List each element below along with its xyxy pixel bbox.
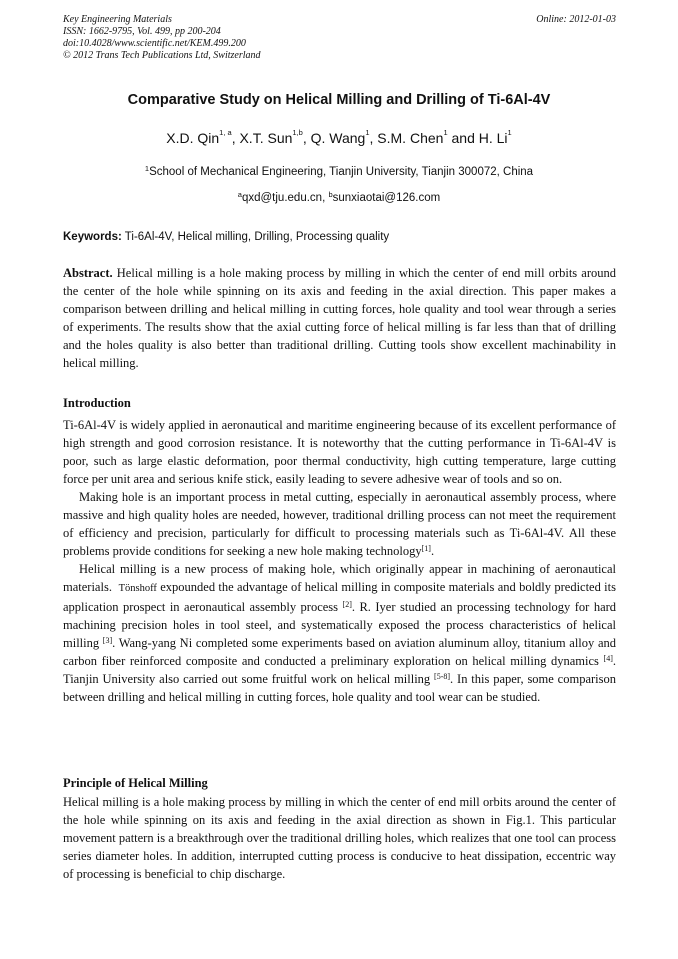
abstract	[63, 264, 616, 372]
intro-paragraph-1: Ti-6Al-4V is widely applied in aeronautical and maritime engineering because of its excellent performance of high strength and good corrosion resistance. It is noteworthy that the cutting performance in Ti-6Al-4V is poor, such as large elastic deformation, poor thermal conductivity, high cutting temperature, large cutting force per unit area and serious knife stick, easily leading to severe adhesive wear of tools and so on.	[63, 418, 616, 486]
issn-line: ISSN: 1662-9795, Vol. 499, pp 200-204	[63, 26, 221, 37]
citation-ref: [4]	[603, 654, 613, 663]
online-date: Online: 2012-01-03	[536, 14, 616, 25]
author-name: S.M. Chen	[377, 130, 444, 146]
intro-p3-b: expounded the advantage of helical milling in composite materials and boldly predicted its application prospect in aeronautical assembly process	[63, 580, 616, 614]
author-separator: ,	[231, 130, 240, 146]
email-b-sup: b	[328, 190, 333, 199]
email-a-sup: a	[237, 190, 242, 199]
email-separator: ,	[322, 192, 329, 204]
intro-p3-e: . Tianjin University also carried out some fruitful work on helical milling	[63, 654, 616, 686]
intro-section	[63, 416, 616, 706]
intro-p3-a: Helical milling is a new process of making hole, which originally appear in machining of aeronautical materials.	[63, 562, 616, 594]
author-separator: ,	[302, 130, 311, 146]
author-affil-sup: 1	[365, 128, 370, 137]
copyright-line: © 2012 Trans Tech Publications Ltd, Switzerland	[63, 50, 261, 61]
author-name: X.T. Sun	[239, 130, 293, 146]
affiliation-sup: 1	[144, 164, 150, 173]
author-separator: and	[447, 130, 479, 146]
author-separator: ,	[369, 130, 378, 146]
principle-heading: Principle of Helical Milling	[63, 776, 208, 790]
intro-paragraph-3	[63, 560, 616, 706]
citation-ref: [5-8]	[434, 672, 451, 681]
author-affil-sup: 1	[443, 128, 448, 137]
citation-ref: [3]	[102, 636, 113, 645]
email-a-link[interactable]: qxd@tju.edu.cn	[241, 192, 323, 204]
email-b-link[interactable]: sunxiaotai@126.com	[332, 192, 441, 204]
paper-title: Comparative Study on Helical Milling and Drilling of Ti-6Al-4V	[127, 92, 551, 108]
principle-section	[63, 793, 616, 883]
intro-p3-name: Tönshoff	[118, 583, 157, 594]
keywords-label: Keywords:	[63, 231, 122, 243]
author-affil-sup: 1	[507, 128, 512, 137]
author-affil-sup: 1,b	[292, 128, 303, 137]
intro-p3-d: . Wang-yang Ni completed some experiments based on aviation aluminum alloy, titanium alloy and carbon fiber reinforced composite and conducted a preliminary exploration on helical milling dynamics	[63, 636, 617, 668]
author-name: H. Li	[478, 130, 508, 146]
citation-ref: [2]	[342, 600, 352, 609]
abstract-label: Abstract.	[63, 266, 113, 280]
intro-heading: Introduction	[63, 396, 131, 410]
citation-ref: [1]	[421, 544, 431, 553]
journal-name: Key Engineering Materials	[63, 14, 172, 25]
doi-line: doi:10.4028/www.scientific.net/KEM.499.200	[63, 38, 246, 49]
author-affil-sup: 1, a	[219, 128, 232, 137]
intro-paragraph-2	[63, 488, 616, 560]
principle-paragraph-1: Helical milling is a hole making process by milling in which the center of end mill orbits around the center of the hole while spinning on its axis and feeding in the axial direction as shown in Fig.1. This particular movement pattern is a breakthrough over the traditional drilling holes, which realizes that one tool can process series diameter holes. In addition, interrupted cutting process is conducive to heat dissipation, eccentric way of processing is beneficial to chip discharge.	[63, 795, 616, 881]
affiliation	[40, 166, 638, 178]
author-name: X.D. Qin	[166, 130, 220, 146]
intro-p3-f: . In this paper, some comparison between drilling and helical milling in cutting forces, hole quality and tool wear can be studied.	[63, 672, 617, 704]
author-emails	[40, 192, 638, 204]
intro-p2-text: Making hole is an important process in metal cutting, especially in aeronautical assembly process, where massive and high quality holes are needed, however, traditional drilling process can not meet the requirement of efficiency and precision, particularly for difficult to processing materials such as Ti-6Al-4V. All these problems provide conditions for seeking a new hole making technology	[63, 490, 616, 558]
journal-header	[63, 14, 616, 62]
intro-p3-c: . R. Iyer studied an processing technology for hard machining precision holes in tool steel, and systematically exposed the process characteristics of helical milling	[63, 600, 617, 650]
author-list	[40, 130, 638, 146]
abstract-text: Helical milling is a hole making process by milling in which the center of end mill orbits around the center of the hole while spinning on its axis and feeding in the axial direction. This paper makes a comparison between drilling and helical milling in cutting forces, hole quality and tool wear through a series of experiments. The results show that the axial cutting force of helical milling is far less than that of drilling and the holes quality is also better than traditional drilling. Cutting tools show excellent machinability in helical milling.	[63, 266, 617, 370]
keywords	[63, 231, 616, 243]
author-name: Q. Wang	[310, 130, 366, 146]
affiliation-text: School of Mechanical Engineering, Tianjin University, Tianjin 300072, China	[149, 166, 534, 178]
keywords-text: Ti-6Al-4V, Helical milling, Drilling, Processing quality	[124, 231, 390, 243]
intro-p2-end: .	[430, 544, 435, 558]
